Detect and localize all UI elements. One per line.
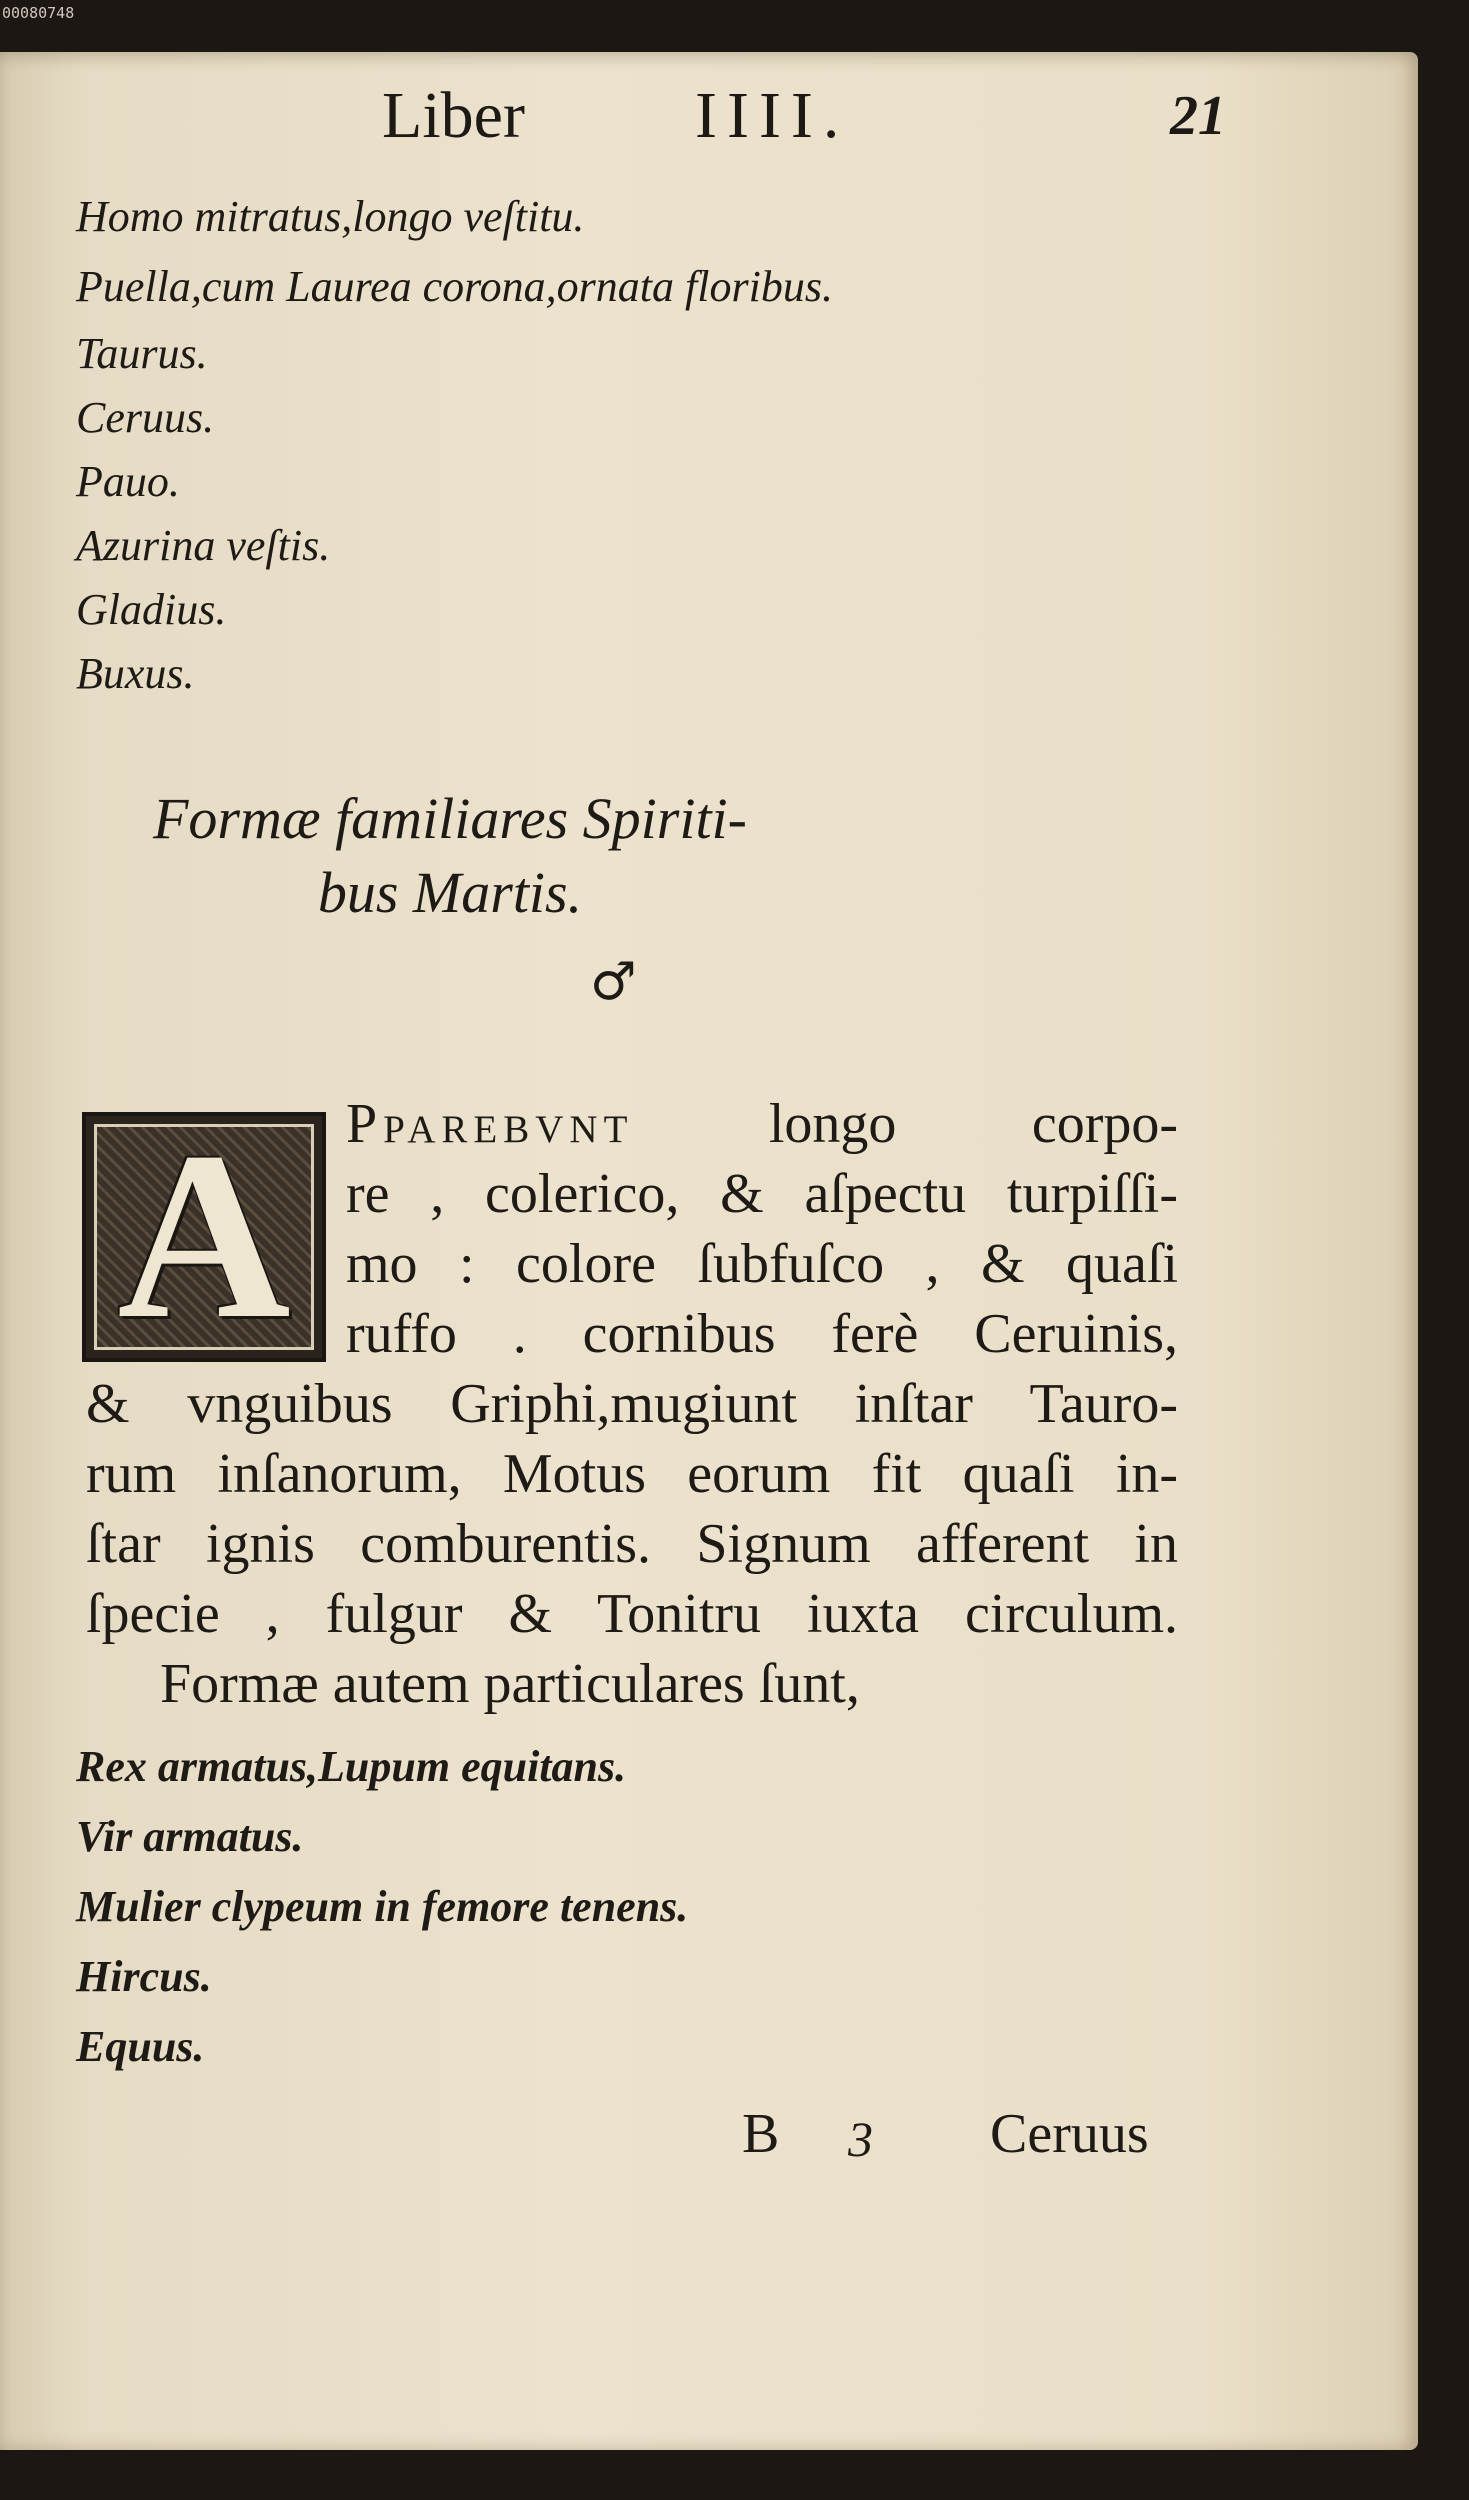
decorated-initial <box>82 1112 326 1362</box>
list-item: Buxus. <box>76 649 195 698</box>
running-header <box>0 78 1418 158</box>
section-heading <box>0 782 900 930</box>
list-item: Rex armatus,Lupum equitans. <box>76 1742 627 1791</box>
scan-id-label: 00080748 <box>2 4 75 22</box>
list-item: Azurina veſtis. <box>76 521 331 570</box>
mars-symbol-icon: ♂ <box>590 952 637 1012</box>
paragraph-line: & vnguibus Griphi,mugiunt inſtar Tauro- <box>86 1373 1178 1435</box>
section-heading-line: bus Martis. <box>317 860 583 925</box>
list-item: Gladius. <box>76 585 227 634</box>
initial-letter: A <box>117 1112 291 1362</box>
list-item: Puella,cum Laurea corona,ornata floribus. <box>76 262 833 311</box>
list-item: Pauo. <box>76 457 180 506</box>
forms-list-bottom <box>76 1732 688 2082</box>
list-item: Mulier clypeum in femore tenens. <box>76 1882 689 1931</box>
paragraph-line: ſtar ignis comburentis. Signum afferent in <box>86 1513 1178 1575</box>
paragraph-line: ruffo . cornibus ferè Ceruinis, <box>346 1303 1178 1365</box>
paragraph-line: ſpecie , fulgur & Tonitru iuxta circulum. <box>86 1583 1178 1645</box>
list-item: Homo mitratus,longo veſtitu. <box>76 192 585 241</box>
paragraph-line: re , colerico, & aſpectu turpiſſi- <box>346 1163 1178 1225</box>
line-text: longo corpo- <box>768 1093 1178 1155</box>
book-number: IIII. <box>695 79 850 152</box>
forms-list-top <box>76 182 833 706</box>
catchword: Ceruus <box>990 2103 1149 2165</box>
paragraph-line: rum inſanorum, Motus eorum fit quaſi in- <box>86 1443 1178 1505</box>
list-item: Equus. <box>76 2022 205 2071</box>
running-title: Liber <box>382 79 525 152</box>
signature-number: 3 <box>848 2111 873 2167</box>
first-word: Pparebvnt <box>346 1093 634 1155</box>
list-item: Taurus. <box>76 329 208 378</box>
intro-line: Formæ autem particulares ſunt, <box>160 1653 860 1715</box>
list-item: Hircus. <box>76 1952 212 2001</box>
paragraph-line <box>346 1092 1178 1156</box>
section-heading-line: Formæ familiares Spiriti- <box>153 786 747 851</box>
signature-letter: B <box>742 2103 780 2165</box>
list-item: Ceruus. <box>76 393 215 442</box>
page-number: 21 <box>1170 85 1226 147</box>
list-item: Vir armatus. <box>76 1812 304 1861</box>
paragraph-line: mo : colore ſubfuſco , & quaſi <box>346 1233 1178 1295</box>
book-page <box>0 52 1418 2450</box>
